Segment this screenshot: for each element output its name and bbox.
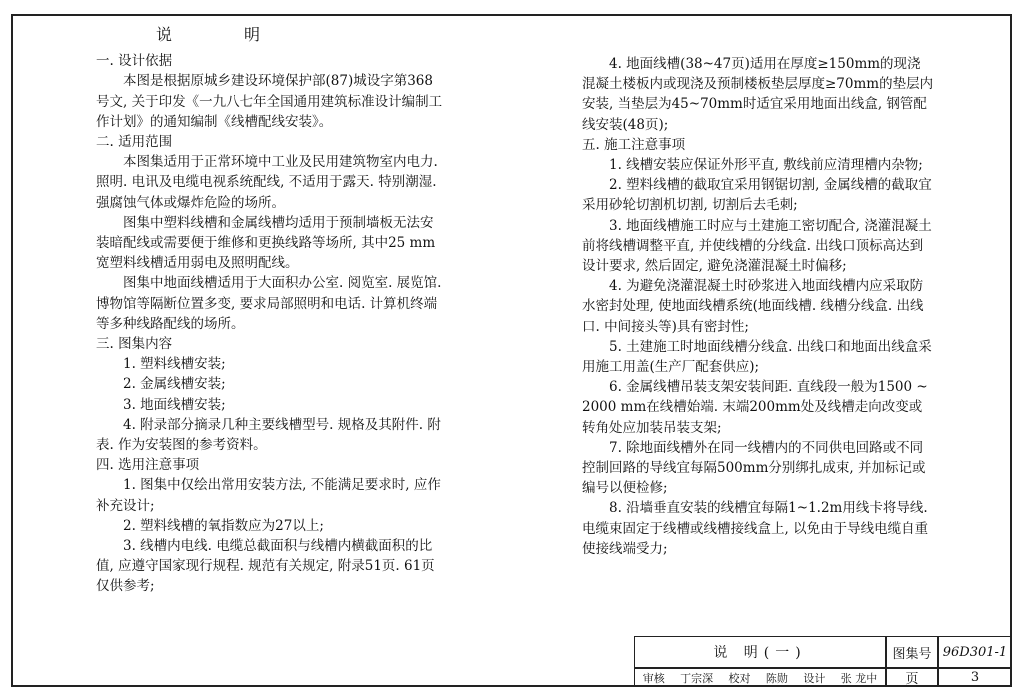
page-label: 页 [886,668,938,687]
contents-item: 4. 附录部分摘录几种主要线槽型号. 规格及其附件. 附表. 作为安装图的参考资料。 [96,416,441,454]
title-block [634,636,1012,687]
construction-item: 1. 线槽安装应保证外形平直, 敷线前应清理槽内杂物; [609,157,923,174]
left-column [96,25,446,597]
atlas-number: 96D301-1 [938,636,1012,668]
contents-item: 1. 塑料线槽安装; [123,356,226,373]
title-block-title: 说 明(一) [634,636,886,668]
signature-row [634,668,886,687]
page-number: 3 [938,668,1012,687]
scope-paragraph: 本图集适用于正常环境中工业及民用建筑物室内电力. 照明. 电讯及电缆电视系统配线, 不适用于露天. 特别潮湿. 强腐蚀气体或爆炸危险的场所。 [96,154,438,211]
design-label: 设计 [803,671,826,685]
scope-paragraph: 图集中地面线槽适用于大面积办公室. 阅览室. 展览馆. 博物馆等隔断位置多变, 要求局部照明和电话. 计算机终端等多种线路配线的场所。 [96,275,442,332]
review-label: 审核 [642,671,665,685]
checker-signature: 陈勋 [765,671,788,685]
construction-item: 6. 金属线槽吊装支架安装间距. 直线段一般为1500 ~ 2000 mm在线槽始端. 末端200mm处及线槽走向改变或转角处应加装吊装支架; [582,379,928,436]
selection-item: 4. 地面线槽(38~47页)适用在厚度≥150mm的现浇混凝土楼板内或现浇及预制楼板垫层厚度≥70mm的垫层内安装, 当垫层为45~70mm时适宜采用地面出线盒, 钢管配线安装(48页); [582,56,934,133]
designer-signature: 张 龙中 [840,671,878,685]
contents-item: 3. 地面线槽安装; [123,396,226,413]
construction-item: 3. 地面线槽施工时应与土建施工密切配合, 浇灌混凝土前将线槽调整平直, 并使线槽的分线盒. 出线口顶标高达到设计要求, 然后固定, 避免浇灌混凝土时偏移; [582,217,932,275]
section-design-basis-heading: 一. 设计依据 [96,53,173,70]
section-scope-heading: 二. 适用范围 [96,134,173,151]
selection-item: 1. 图集中仅绘出常用安装方法, 不能满足要求时, 应作补充设计; [96,477,441,514]
page-title: 说 明 [156,25,289,44]
right-column [582,54,934,559]
construction-item: 8. 沿墙垂直安装的线槽宜每隔1~1.2m用线卡将导线. 电缆束固定于线槽或线槽接线盒上, 以免由于导线电缆自重使接线端受力; [582,500,929,557]
selection-item: 2. 塑料线槽的氧指数应为27以上; [123,517,324,534]
reviewer-signature: 丁宗深 [680,671,714,685]
section-design-basis-text: 本图是根据原城乡建设环境保护部(87)城设字第368号文, 关于印发《一九八七年全国通用建筑标准设计编制工作计划》的通知编制《线槽配线安装》。 [96,73,443,130]
section-contents-heading: 三. 图集内容 [96,336,173,353]
scope-paragraph: 图集中塑料线槽和金属线槽均适用于预制墙板无法安装暗配线或需要便于维修和更换线路等场所, 其中25 mm 宽塑料线槽适用弱电及照明配线。 [96,214,436,272]
atlas-number-label: 图集号 [886,636,938,668]
contents-item: 2. 金属线槽安装; [123,376,226,393]
section-selection-heading: 四. 选用注意事项 [96,457,200,474]
section-construction-heading: 五. 施工注意事项 [582,136,686,153]
construction-item: 2. 塑料线槽的截取宜采用钢锯切割, 金属线槽的截取宜采用砂轮切割机切割, 切割后去毛刺; [582,177,932,214]
construction-item: 5. 土建施工时地面线槽分线盒. 出线口和地面出线盒采用施工用盖(生产厂配套供应); [582,338,932,376]
construction-item: 7. 除地面线槽外在同一线槽内的不同供电回路或不同控制回路的导线宜每隔500mm分别绑扎成束, 并加标记或编号以便检修; [582,439,926,497]
check-label: 校对 [728,671,751,685]
selection-item: 3. 线槽内电线. 电缆总截面积与线槽内横截面积的比值, 应遵守国家现行规程. 规范有关规定, 附录51页. 61页仅供参考; [96,538,435,595]
construction-item: 4. 为避免浇灌混凝土时砂浆进入地面线槽内应采取防水密封处理, 使地面线槽系统(地面线槽. 线槽分线盒. 出线口. 中间接头等)具有密封性; [582,278,924,335]
